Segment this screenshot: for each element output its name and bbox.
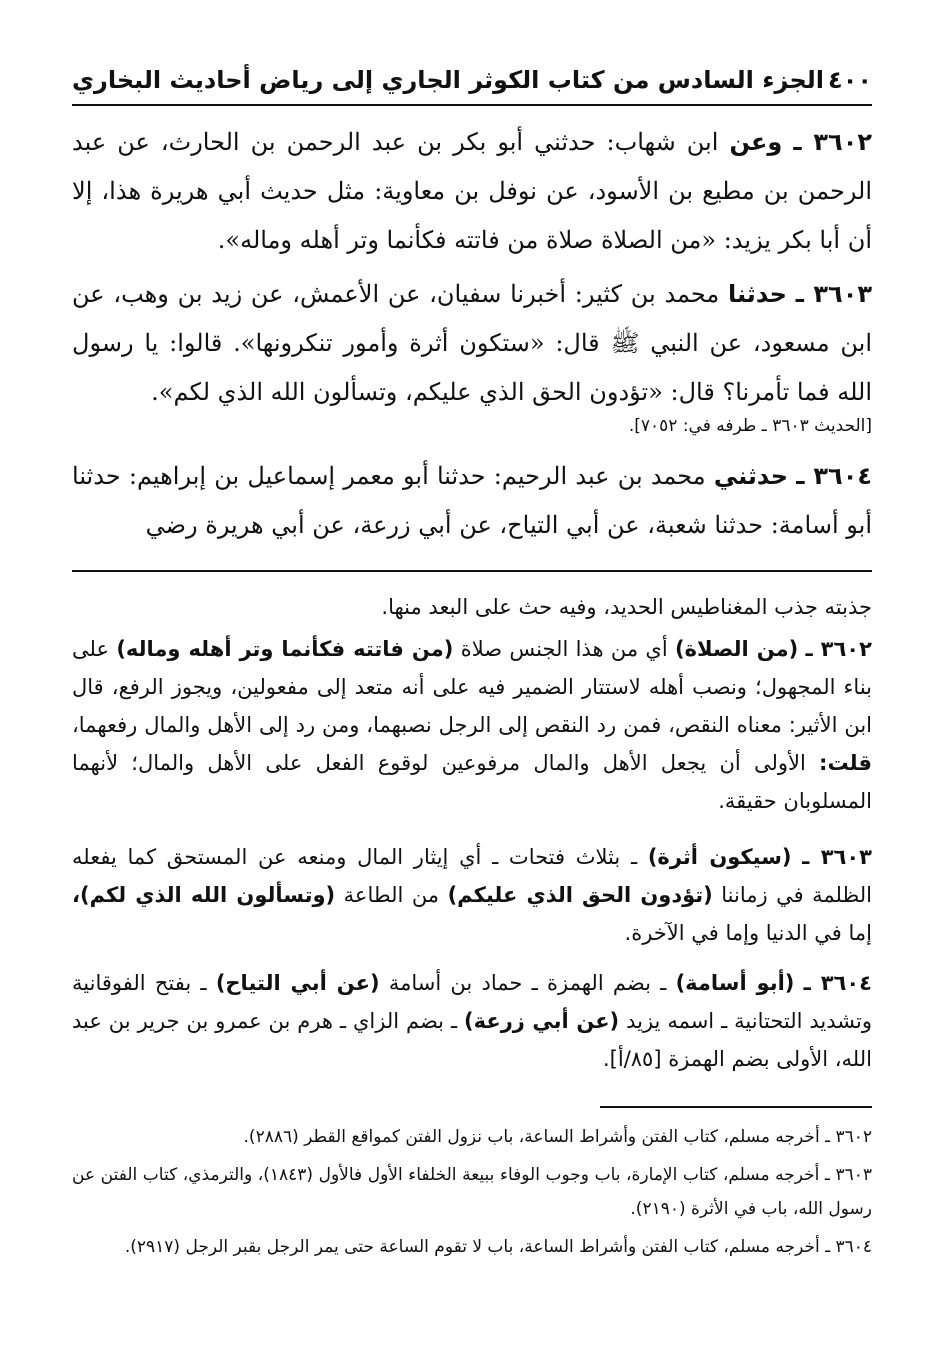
hadith-lead: وعن <box>729 128 783 156</box>
running-title: الجزء السادس من كتاب الكوثر الجاري إلى رياض أحاديث البخاري <box>72 66 824 94</box>
page-number: ٤٠٠ <box>828 66 872 94</box>
hadith-lead: حدثنا <box>728 280 787 308</box>
hadith-text: محمد بن عبد الرحيم: حدثنا أبو معمر إسماعيل بن إبراهيم: حدثنا أبو أسامة: حدثنا شعبة، عن أبي التياح، عن أبي زرعة، عن أبي هريرة رضي <box>72 462 872 539</box>
hadith-text: محمد بن كثير: أخبرنا سفيان، عن الأعمش، عن زيد بن وهب، عن ابن مسعود، عن النبي ﷺ قال: «ستكون أثرة وأمور تنكرونها». قالوا: يا رسول الله فما تأمرنا؟ قال: «تؤدون الحق الذي عليكم، وتسألون الله الذي لكم». <box>72 280 872 406</box>
commentary-term: (من فاتته فكأنما وتر أهله وماله) <box>116 637 454 661</box>
commentary-text: من الطاعة <box>343 883 440 907</box>
commentary-term: (تؤدون الحق الذي عليكم) <box>447 883 713 907</box>
hadith-lead: حدثني <box>713 462 789 490</box>
hadith-3603 <box>72 270 872 417</box>
commentary-term: (أبو أسامة) <box>675 971 795 995</box>
hadith-3602 <box>72 118 872 265</box>
commentary-term: (عن أبي زرعة) <box>464 1009 620 1033</box>
commentary-text: ـ بثلاث فتحات ـ أي إيثار المال ومنعه عن المستحق كما يفعله الظلمة في زماننا <box>72 845 872 907</box>
footnote-3603: ٣٦٠٣ ـ أخرجه مسلم، كتاب الإمارة، باب وجوب الوفاء ببيعة الخلفاء الأول فالأول (١٨٤٣)، والترمذي، كتاب الفتن عن رسول الله، باب في الأثرة (٢١٩٠). <box>72 1165 872 1219</box>
footnote-divider <box>600 1106 872 1108</box>
commentary-3602 <box>72 630 872 820</box>
commentary-term: (عن أبي التياح) <box>215 971 380 995</box>
commentary-number: ٣٦٠٤ ـ <box>803 971 872 995</box>
commentary-term: قلت: <box>819 751 872 775</box>
commentary-text: أي من هذا الجنس صلاة <box>460 637 668 661</box>
commentary-3603 <box>72 838 872 952</box>
commentary-term: (سيكون أثرة) <box>647 845 792 869</box>
commentary-text: ـ بفتح الفوقانية وتشديد التحتانية ـ اسمه يزيد <box>72 971 872 1033</box>
commentary-number: ٣٦٠٣ ـ <box>802 845 872 869</box>
commentary-number: ٣٦٠٢ ـ <box>805 637 872 661</box>
footnote-3602: ٣٦٠٢ ـ أخرجه مسلم، كتاب الفتن وأشراط الساعة، باب نزول الفتن كمواقع القطر (٢٨٨٦). <box>243 1127 872 1147</box>
hadith-number: ٣٦٠٣ ـ <box>795 280 872 308</box>
footnote-3604: ٣٦٠٤ ـ أخرجه مسلم، كتاب الفتن وأشراط الساعة، باب لا تقوم الساعة حتى يمر الرجل بقبر الرجل (٢٩١٧). <box>124 1237 872 1257</box>
commentary-3604 <box>72 964 872 1078</box>
commentary-term: (وتسألون الله الذي لكم)، <box>72 883 336 907</box>
commentary-text: ـ بضم الزاي ـ هرم بن عمرو بن جرير بن عبد الله، الأولى بضم الهمزة [٨٥/أ]. <box>72 1009 872 1071</box>
commentary-text: على بناء المجهول؛ ونصب أهله لاستتار الضمير فيه على أنه متعد إلى مفعولين، ويجوز الرفع، قال ابن الأثير: معناه النقص، فمن رد النقص إلى الرجل نصبهما، ومن رد إلى الأهل والمال رفعهما، <box>72 637 872 737</box>
commentary-text: ـ بضم الهمزة ـ حماد بن أسامة <box>388 971 667 995</box>
commentary-text: إما في الدنيا وإما في الآخرة. <box>624 921 872 945</box>
commentary-text: الأولى أن يجعل الأهل والمال مرفوعين لوقوع الفعل على الأهل والمال؛ لأنهما المسلوبان حقيقة. <box>72 751 872 813</box>
running-header <box>72 60 872 106</box>
commentary-intro: جذبته جذب المغناطيس الحديد، وفيه حث على البعد منها. <box>381 595 872 619</box>
commentary-term: (من الصلاة) <box>675 637 799 661</box>
hadith-3604 <box>72 452 872 550</box>
hadith-reference: [الحديث ٣٦٠٣ ـ طرفه في: ٧٠٥٢]. <box>628 416 872 436</box>
hadith-text: ابن شهاب: حدثني أبو بكر بن عبد الرحمن بن الحارث، عن عبد الرحمن بن مطيع بن الأسود، عن نوفل بن معاوية: مثل حديث أبي هريرة هذا، إلا أن أبا بكر يزيد: «من الصلاة صلاة من فاتته فكأنما وتر أهله وماله». <box>72 128 873 254</box>
section-divider <box>72 570 872 572</box>
hadith-number: ٣٦٠٤ ـ <box>796 462 872 490</box>
hadith-number: ٣٦٠٢ ـ <box>793 128 872 156</box>
